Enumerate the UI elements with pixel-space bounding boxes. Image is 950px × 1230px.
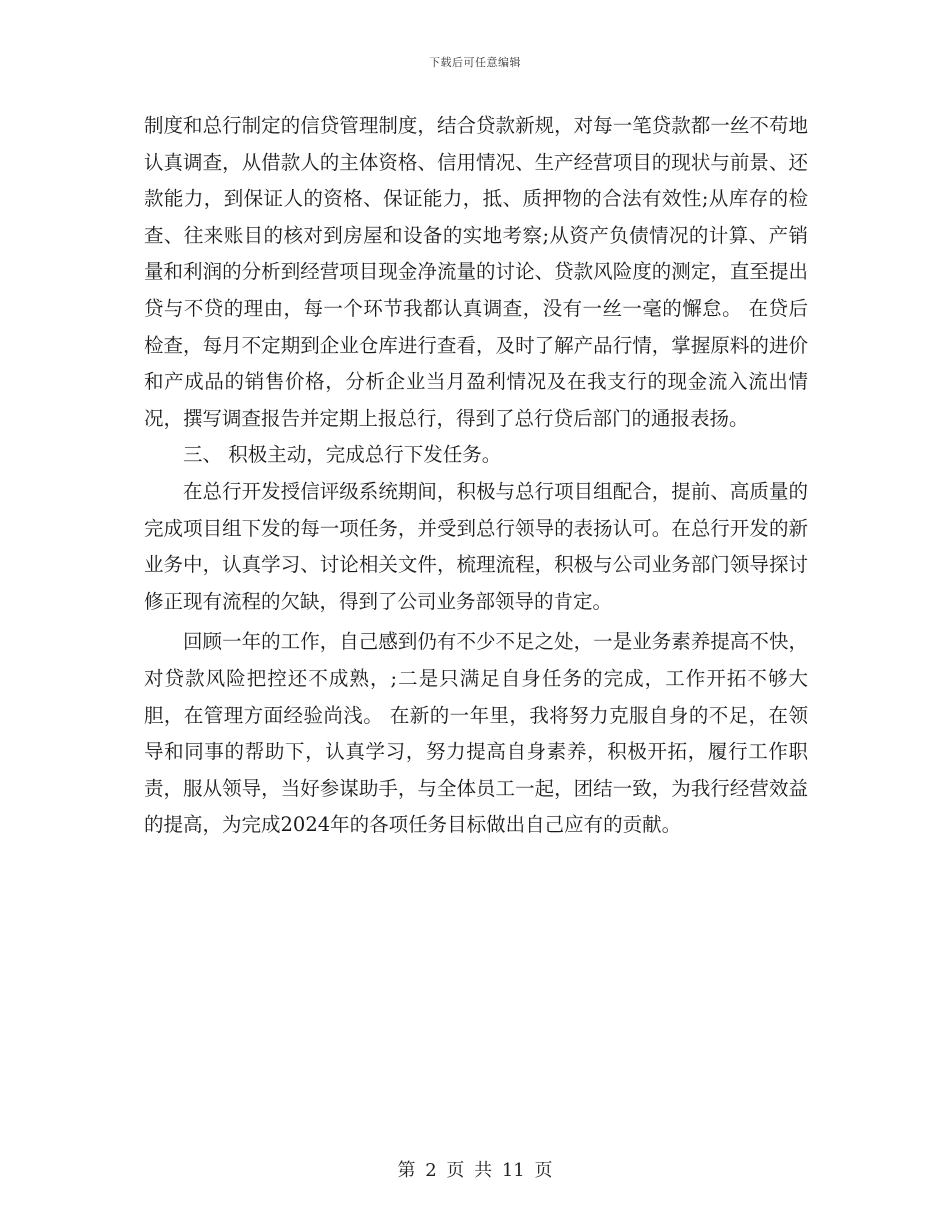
page-number: 第 2 页 共 11 页 [397, 1160, 553, 1181]
document-body [144, 108, 808, 844]
page-header: 下载后可任意编辑 [429, 56, 521, 69]
paragraph-head-office-tasks: 在总行开发授信评级系统期间，积极与总行项目组配合，提前、高质量的完成项目组下发的每一项任务，并受到总行领导的表扬认可。在总行开发的新业务中，认真学习、讨论相关文件，梳理流程，积极与公司业务部门领导探讨修正现有流程的欠缺，得到了公司业务部领导的肯定。 [144, 479, 808, 613]
paragraph-loan-review: 制度和总行制定的信贷管理制度，结合贷款新规，对每一笔贷款都一丝不苟地认真调查，从借款人的主体资格、信用情况、生产经营项目的现状与前景、还款能力，到保证人的资格、保证能力，抵、质押物的合法有效性;从库存的检查、往来账目的核对到房屋和设备的实地考察;从资产负债情况的计算、产销量和利润的分析到经营项目现金净流量的讨论、贷款风险度的测定，直至提出贷与不贷的理由，每一个环节我都认真调查，没有一丝一毫的懈怠。 在贷后检查，每月不定期到企业仓库进行查看，及时了解产品行情，掌握原料的进价和产成品的销售价格，分析企业当月盈利情况及在我支行的现金流入流出情况，撰写调查报告并定期上报总行，得到了总行贷后部门的通报表扬。 [144, 114, 808, 430]
section-heading-3: 三、 积极主动，完成总行下发任务。 [183, 443, 502, 467]
paragraph-year-review: 回顾一年的工作，自己感到仍有不少不足之处，一是业务素养提高不快，对贷款风险把控还不成熟，;二是只满足自身任务的完成，工作开拓不够大胆，在管理方面经验尚浅。 在新的一年里，我将努力克服自身的不足，在领导和同事的帮助下，认真学习，努力提高自身素养，积极开拓，履行工作职责，服从领导，当好参谋助手，与全体员工一起，团结一致，为我行经营效益的提高，为完成2024年的各项任务目标做出自己应有的贡献。 [144, 630, 808, 837]
